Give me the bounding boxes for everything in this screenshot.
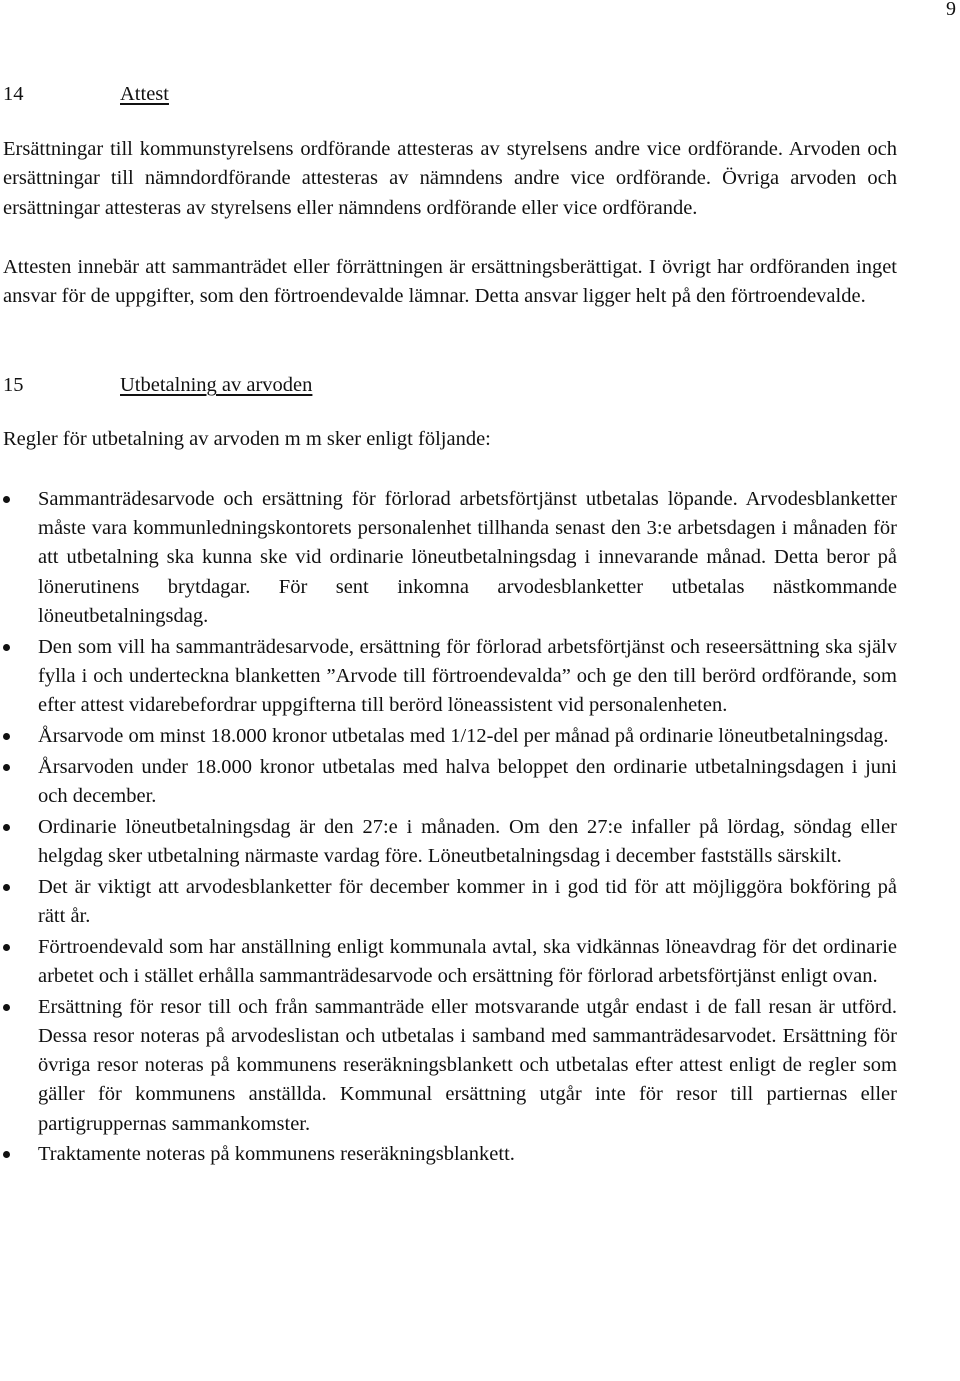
list-item bbox=[3, 633, 897, 721]
list-item-text: Ordinarie löneutbetalningsdag är den 27:e i månaden. Om den 27:e infaller på lördag, söndag eller helgdag sker utbetalning närmaste vardag före. Löneutbetalningsdag i december fastställs särskilt. bbox=[38, 815, 897, 867]
section-number: 15 bbox=[3, 374, 24, 397]
bullet-icon bbox=[3, 644, 10, 651]
paragraph-intro: Regler för utbetalning av arvoden m m sker enligt följande: bbox=[3, 428, 491, 451]
page-number: 9 bbox=[946, 0, 956, 20]
paragraph-attest-1: Ersättningar till kommunstyrelsens ordförande attesteras av styrelsens andre vice ordförande. Arvoden och ersättningar till nämndordförande attesteras av nämndens andre vice ordförande. Övriga arvoden och ersättningar attesteras av styrelsens eller nämndens ordförande eller vice ordförande. bbox=[3, 138, 897, 219]
list-item bbox=[3, 813, 897, 872]
list-item-text: Sammanträdesarvode och ersättning för förlorad arbetsförtjänst utbetalas löpande. Arvodesblanketter måste vara kommunledningskontorets personalenhet tillhanda senast den 3:e arbetsdagen i månaden för att utbetalning ska kunna ske vid ordinarie löneutbetalningsdag i innevarande månad. Detta beror på lönerutinens brytdagar. För sent inkomna arvodesblanketter utbetalas nästkommande löneutbetalningsdag. bbox=[38, 487, 897, 627]
payment-rules-list bbox=[3, 485, 897, 1170]
list-item bbox=[3, 722, 897, 751]
bullet-icon bbox=[3, 733, 10, 740]
bullet-icon bbox=[3, 824, 10, 831]
list-item-text: Förtroendevald som har anställning enligt kommunala avtal, ska vidkännas löneavdrag för det ordinarie arbetet och i stället erhålla sammanträdesarvode och ersättning för förlorad arbetsförtjänst enligt ovan. bbox=[38, 935, 897, 987]
list-item bbox=[3, 753, 897, 812]
list-item-text: Årsarvoden under 18.000 kronor utbetalas med halva beloppet den ordinarie utbetalningsdagen i juni och december. bbox=[38, 755, 897, 807]
list-item bbox=[3, 1140, 897, 1169]
bullet-icon bbox=[3, 1151, 10, 1158]
list-item-text: Det är viktigt att arvodesblanketter för december kommer in i god tid för att möjliggöra bokföring på rätt år. bbox=[38, 875, 897, 927]
section-heading-14 bbox=[3, 80, 897, 113]
list-item bbox=[3, 933, 897, 992]
list-item bbox=[3, 873, 897, 932]
list-item bbox=[3, 993, 897, 1139]
bullet-icon bbox=[3, 884, 10, 891]
section-heading-15 bbox=[3, 371, 897, 404]
paragraph-attest-2: Attesten innebär att sammanträdet eller förrättningen är ersättningsberättigat. I övrigt har ordföranden inget ansvar för de uppgifter, som den förtroendevalde lämnar. Detta ansvar ligger helt på den förtroendevalde. bbox=[3, 255, 897, 308]
bullet-icon bbox=[3, 1004, 10, 1011]
document-body bbox=[3, 80, 897, 1171]
list-item-text: Traktamente noteras på kommunens reseräkningsblankett. bbox=[38, 1143, 515, 1166]
bullet-icon bbox=[3, 496, 10, 503]
list-item-text: Årsarvode om minst 18.000 kronor utbetalas med 1/12-del per månad på ordinarie löneutbetalningsdag. bbox=[38, 724, 889, 747]
section-number: 14 bbox=[3, 83, 24, 105]
bullet-icon bbox=[3, 764, 10, 771]
list-item-text: Ersättning för resor till och från sammanträde eller motsvarande utgår endast i de fall resan är utförd. Dessa resor noteras på arvodeslistan och utbetalas i samband med sammanträdesarvodet. Ersättning för övriga resor noteras på kommunens reseräkningsblankett och utbetalas efter attest enligt de regler som gäller för kommunens anställda. Kommunal ersättning utgår inte för resor till partiernas eller partigruppernas sammankomster. bbox=[38, 995, 897, 1135]
list-item bbox=[3, 485, 897, 631]
section-title: Attest bbox=[120, 83, 169, 105]
bullet-icon bbox=[3, 944, 10, 951]
section-title: Utbetalning av arvoden bbox=[120, 374, 313, 397]
list-item-text: Den som vill ha sammanträdesarvode, ersättning för förlorad arbetsförtjänst och reseersättning ska själv fylla i och underteckna blanketten ”Arvode till förtroendevalda” och ge den till berörd ordförande, som efter attest vidarebefordrar uppgifterna till berörd löneassistent vid personalenheten. bbox=[38, 635, 897, 717]
